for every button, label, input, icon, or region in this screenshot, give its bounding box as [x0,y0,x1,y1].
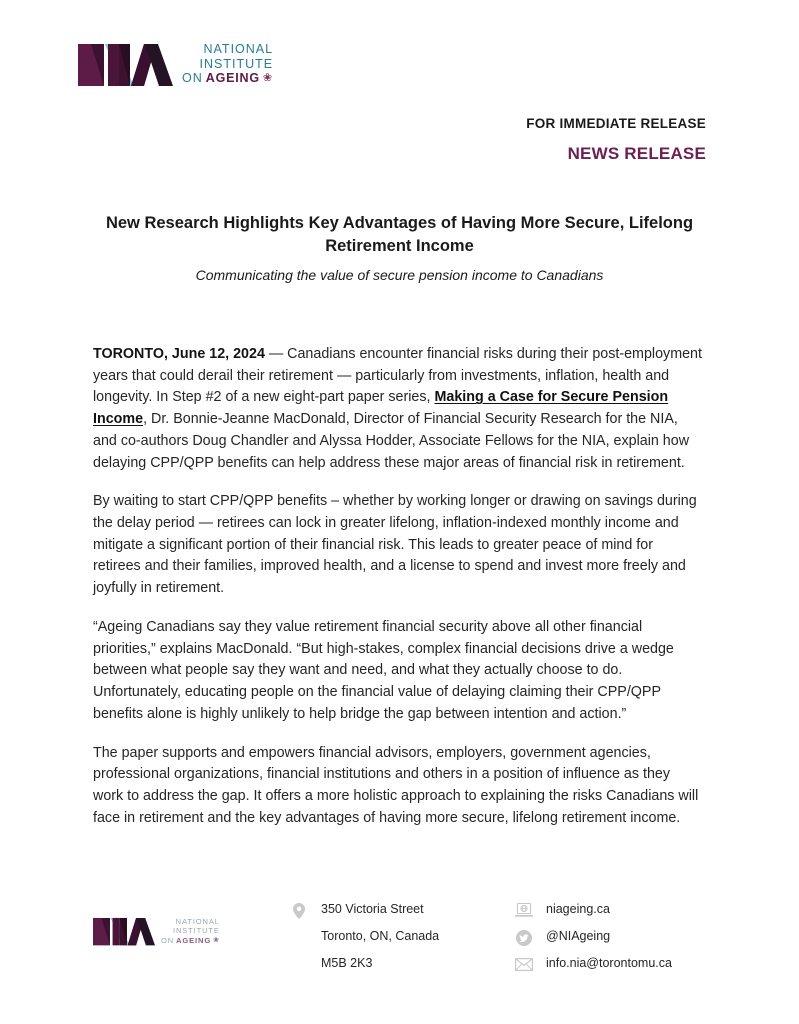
website-row[interactable] [514,902,672,920]
maple-leaf-icon: ❀ [262,72,274,85]
title-block [96,212,703,283]
address-line-3: M5B 2K3 [321,956,373,970]
paragraph-1-text-b: , Dr. Bonnie-Jeanne MacDonald, Director of Financial Security Research for the NIA, and co-authors Doug Chandler and Alyssa Hodder, Associate Fellows for the NIA, explain how delaying CPP/QPP benefits can help address these major areas of financial risk in retirement. [93,411,690,471]
dateline: TORONTO, June 12, 2024 [93,346,265,362]
address-line-1: 350 Victoria Street [321,902,424,916]
address-line-2: Toronto, ON, Canada [321,929,440,943]
page-title: New Research Highlights Key Advantages of Having More Secure, Lifelong Retirement Income [105,214,694,256]
twitter-icon [514,929,533,946]
address-line-3-row [289,956,504,974]
nia-logo-wordmark [182,42,273,86]
logo-line-national: NATIONAL [203,41,274,56]
footer-address-column [289,902,504,974]
article-body [93,344,703,829]
nia-footer-wordmark [161,917,220,945]
footer-logo-line-on-ageing [161,936,220,945]
logo-line-institute: INSTITUTE [199,56,274,71]
twitter-row[interactable] [514,929,672,947]
paragraph-3-quote: “Ageing Canadians say they value retirement financial security above all other financial priorities,” explains MacDonald. “But high-stakes, complex financial decisions drive a wedge between what people say they want and need, and what they actually choose to do. Unfortunately, educating people on the financial value of delaying claiming their CPP/QPP benefits alone is highly unlikely to help bridge the gap between intention and action.” [93,618,674,722]
address-line-2-row [289,929,504,947]
page-footer [93,902,719,974]
logo-line-on-ageing [182,71,273,86]
for-immediate-release-label: FOR IMMEDIATE RELEASE [526,116,706,131]
news-release-label: NEWS RELEASE [567,144,706,163]
footer-contact-column [514,902,672,974]
footer-logo-line-institute: INSTITUTE [172,926,220,936]
paragraph-1 [93,344,703,474]
nia-logomark-icon [78,38,173,90]
nia-footer-logo [93,902,275,948]
footer-maple-leaf-icon: ❀ [213,936,220,944]
email-row[interactable] [514,956,672,974]
website-laptop-icon [514,902,533,919]
website-label[interactable]: niageing.ca [546,902,610,916]
release-labels [526,116,706,164]
paragraph-4: The paper supports and empowers financial advisors, employers, government agencies, professional organizations, financial institutions and others in a position of influence as they work to address the gap. It offers a more holistic approach to explaining the risks Canadians will face in retirement and the key advantages of having more secure, lifelong retirement income. [93,744,699,826]
nia-footer-logomark-icon [93,914,155,948]
map-pin-icon [289,902,308,919]
address-line-1-row [289,902,504,920]
paper-series-link[interactable]: Making a Case for Secure Pension Income [93,389,669,428]
nia-header-logo [78,38,273,90]
logo-line-ageing: AGEING [205,71,260,86]
page-subtitle: Communicating the value of secure pension income to Canadians [195,266,604,283]
footer-logo-line-ageing: AGEING [176,935,212,945]
paragraph-1-text-a: — Canadians encounter financial risks during their post-employment years that could derail their retirement — particularly from investments, inflation, health and longevity. In Step #2 of a new eight-part paper series, [93,346,702,406]
email-envelope-icon [514,956,533,973]
footer-logo-line-on: ON [161,935,175,945]
paragraph-2: By waiting to start CPP/QPP benefits – whether by working longer or drawing on savings during the delay period — retirees can lock in greater lifelong, inflation-indexed monthly income and mitigate a significant portion of their financial risk. This leads to greater peace of mind for retirees and their families, improved health, and a license to spend and invest more freely and joyfully in retirement. [93,493,697,597]
twitter-handle[interactable]: @NIAgeing [546,929,611,943]
email-address[interactable]: info.nia@torontomu.ca [546,956,672,970]
logo-line-on: ON [182,71,203,86]
footer-logo-line-national: NATIONAL [175,916,220,926]
